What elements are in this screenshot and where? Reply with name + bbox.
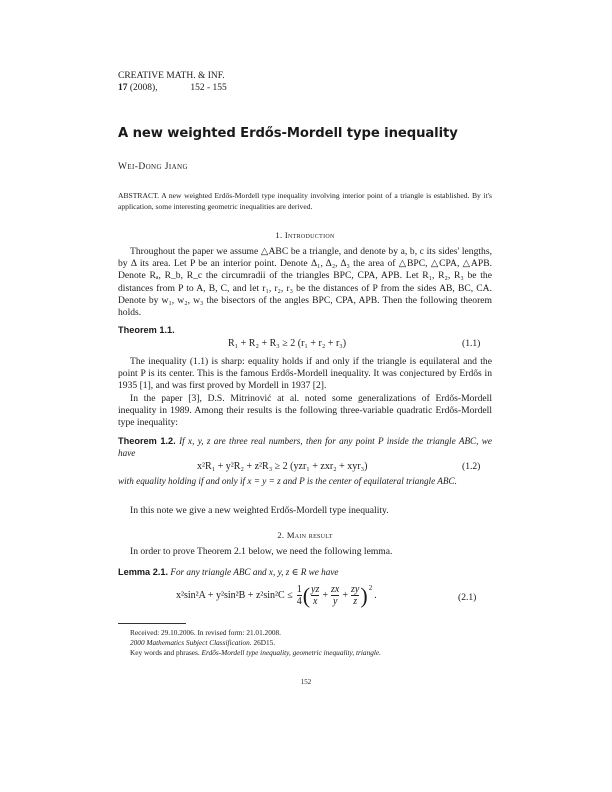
fraction-numerator: yz xyxy=(311,584,320,595)
footnote-msc xyxy=(130,638,492,648)
section-2-heading xyxy=(118,530,492,540)
footnote-keywords-value: Erdős-Mordell type inequality, geometric inequality, triangle. xyxy=(201,648,381,657)
abstract-text: A new weighted Erdős-Mordell type inequality involving interior point of a triangle is established. By it's application, some interesting geometric inequalities are derived. xyxy=(118,191,492,211)
journal-pages: 152 - 155 xyxy=(190,83,227,93)
footnote-msc-value: 26D15. xyxy=(253,638,276,647)
footnote-received: Received: 29.10.2006. In revised form: 21.01.2008. xyxy=(130,628,281,637)
theorem-1-1-label: Theorem 1.1. xyxy=(118,325,175,335)
equation-2-1: x²sin²A + y²sin²B + z²sin²C ≤ $\frac{1}{4}$ ( $\frac{yz}{x}$ + $\frac{zx}{y}$ + $\frac{zy}{z}$ ) 2 . xyxy=(176,582,377,608)
lemma-2-1-text: For any triangle ABC and x, y, z ∈ R we have xyxy=(170,567,339,577)
fraction-denominator: y xyxy=(332,596,338,607)
section-1-heading xyxy=(118,230,492,240)
intro-paragraph-3: In the paper [3], D.S. Mitrinović at al. noted some generalizations of Erdős-Mordell inequality in 1989. Among their results is the following three-variable quadratic Erdős-Mordell type inequality: xyxy=(118,393,492,429)
equation-1-2: x²R₁ + y²R₂ + z²R₃ ≥ 2 (yzr₁ + zxr₂ + xyr₃) xyxy=(197,461,368,472)
fraction-numerator: zx xyxy=(331,584,340,595)
journal-volume: 17 xyxy=(118,83,128,93)
fraction-yz-over-x xyxy=(311,584,319,607)
footnote-keywords-label: Key words and phrases. xyxy=(130,648,200,657)
fraction-zx-over-y xyxy=(331,584,339,607)
equation-2-1-lhs: x²sin²A + y²sin²B + z²sin²C ≤ xyxy=(176,590,293,601)
theorem-1-2-tail: with equality holding if and only if x = y = z and P is the center of equilateral triangle ABC. xyxy=(118,476,457,486)
fraction-numerator: zy xyxy=(351,584,360,595)
fraction-denominator: 4 xyxy=(296,596,302,607)
theorem-1-2-label: Theorem 1.2. xyxy=(118,436,176,446)
paper-author: Wei-Dong Jiang xyxy=(118,162,188,172)
fraction-denominator: z xyxy=(351,595,359,607)
page-number: 152 xyxy=(300,678,312,686)
equation-1-1-number: (1.1) xyxy=(462,338,481,349)
exponent-two: 2 xyxy=(368,584,373,592)
equation-1-1: R₁ + R₂ + R₃ ≥ 2 (r₁ + r₂ + r₃) xyxy=(228,338,347,349)
footnote-keywords xyxy=(130,648,492,658)
fraction-zy-over-z xyxy=(351,584,359,607)
lemma-2-1-label: Lemma 2.1. xyxy=(118,567,169,577)
left-paren: ( xyxy=(302,582,311,608)
theorem-1-2 xyxy=(118,435,492,459)
section-1-number: 1. xyxy=(275,230,283,240)
journal-year: (2008), xyxy=(129,83,158,93)
journal-name: CREATIVE MATH. & INF. xyxy=(118,71,225,81)
right-paren: ) xyxy=(360,582,368,608)
main-paragraph-1: In order to prove Theorem 2.1 below, we need the following lemma. xyxy=(130,546,393,557)
footnote-msc-label: 2000 Mathematics Subject Classification. xyxy=(130,638,252,647)
lemma-2-1 xyxy=(118,566,492,578)
fraction-numerator: 1 xyxy=(296,584,302,595)
abstract-label: ABSTRACT. xyxy=(118,191,159,200)
journal-header xyxy=(118,70,227,94)
footnote-rule xyxy=(118,623,186,624)
paper-title: A new weighted Erdős-Mordell type inequality xyxy=(118,126,458,141)
abstract xyxy=(118,191,492,212)
section-1-title: Introduction xyxy=(284,230,335,240)
equation-1-2-number: (1.2) xyxy=(462,461,481,472)
theorem-1-2-text: If x, y, z are three real numbers, then for any point P inside the triangle ABC, we have xyxy=(118,436,493,458)
intro-paragraph-1: Throughout the paper we assume △ABC be a triangle, and denote by a, b, c its sides' lengths, by Δ its area. Let P be an interior point. Denote Δ₁, Δ₂, Δ₃ the area of △BPC, △CPA, △APB. Denote Rₐ, R_b, R_c the circumradii of the triangles BPC, CPA, APB. Let R₁, R₂, R₃ be the distances from P to A, B, C, and let r₁, r₂, r₃ be the distances of P from the sides AB, BC, CA. Denote by w₁, w₂, w₃ the bisectors of the angles BPC, CPA, APB. Then the following theorem holds. xyxy=(118,246,492,319)
equation-2-1-number: (2.1) xyxy=(458,592,477,603)
journal-volume-line xyxy=(118,82,227,94)
section-2-number: 2. xyxy=(277,530,285,540)
fraction-denominator: x xyxy=(312,596,318,607)
intro-paragraph-4: In this note we give a new weighted Erdős-Mordell type inequality. xyxy=(130,505,389,516)
section-2-title: Main result xyxy=(286,530,333,540)
fraction-one-quarter xyxy=(297,584,302,607)
intro-paragraph-2: The inequality (1.1) is sharp: equality holds if and only if the triangle is equilateral and the point P is its center. This is the famous Erdős-Mordell inequality. It was conjectured by Erdős in 1935 [1], and was first proved by Mordell in 1937 [2]. xyxy=(118,356,492,392)
